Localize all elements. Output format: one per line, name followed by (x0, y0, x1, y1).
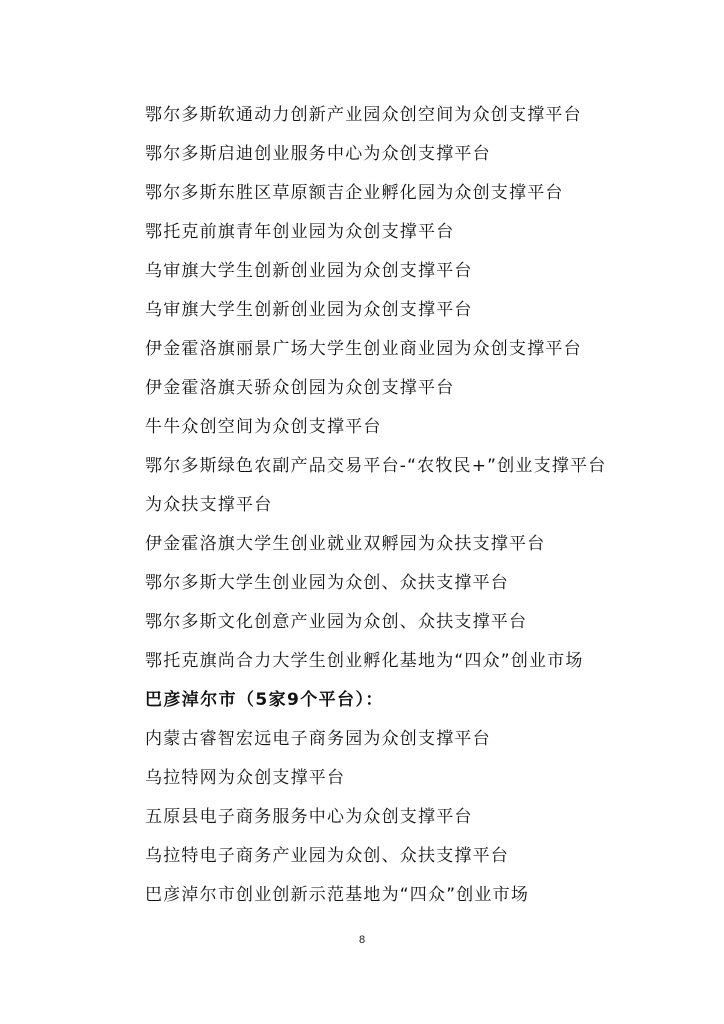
text-line: 伊金霍洛旗大学生创业就业双孵园为众扶支撑平台 (145, 534, 546, 554)
text-line: 鄂尔多斯软通动力创新产业园众创空间为众创支撑平台 (145, 105, 582, 125)
text-line: 乌审旗大学生创新创业园为众创支撑平台 (145, 261, 473, 281)
text-line: 牛牛众创空间为众创支撑平台 (145, 417, 382, 437)
text-line: 鄂托克前旗青年创业园为众创支撑平台 (145, 222, 455, 242)
section-heading: 巴彦淖尔市（5家9个平台）： (145, 690, 384, 710)
text-line: 五原县电子商务服务中心为众创支撑平台 (145, 807, 473, 827)
text-line: 伊金霍洛旗丽景广场大学生创业商业园为众创支撑平台 (145, 339, 582, 359)
page-number: 8 (358, 934, 366, 946)
text-line: 巴彦淖尔市创业创新示范基地为“四众”创业市场 (145, 885, 530, 905)
text-line: 鄂尔多斯启迪创业服务中心为众创支撑平台 (145, 144, 491, 164)
text-line: 内蒙古睿智宏远电子商务园为众创支撑平台 (145, 729, 491, 749)
text-line: 鄂尔多斯东胜区草原额吉企业孵化园为众创支撑平台 (145, 183, 564, 203)
text-line: 鄂托克旗尚合力大学生创业孵化基地为“四众”创业市场 (145, 651, 584, 671)
text-line: 伊金霍洛旗天骄众创园为众创支撑平台 (145, 378, 455, 398)
text-line: 鄂尔多斯文化创意产业园为众创、众扶支撑平台 (145, 612, 528, 632)
text-line: 为众扶支撑平台 (145, 495, 273, 515)
text-line: 乌审旗大学生创新创业园为众创支撑平台 (145, 300, 473, 320)
text-line: 鄂尔多斯大学生创业园为众创、众扶支撑平台 (145, 573, 509, 593)
page-content (145, 96, 665, 915)
text-line: 鄂尔多斯绿色农副产品交易平台-“农牧民+”创业支撑平台 (145, 456, 607, 476)
text-line: 乌拉特电子商务产业园为众创、众扶支撑平台 (145, 846, 509, 866)
text-line: 乌拉特网为众创支撑平台 (145, 768, 346, 788)
